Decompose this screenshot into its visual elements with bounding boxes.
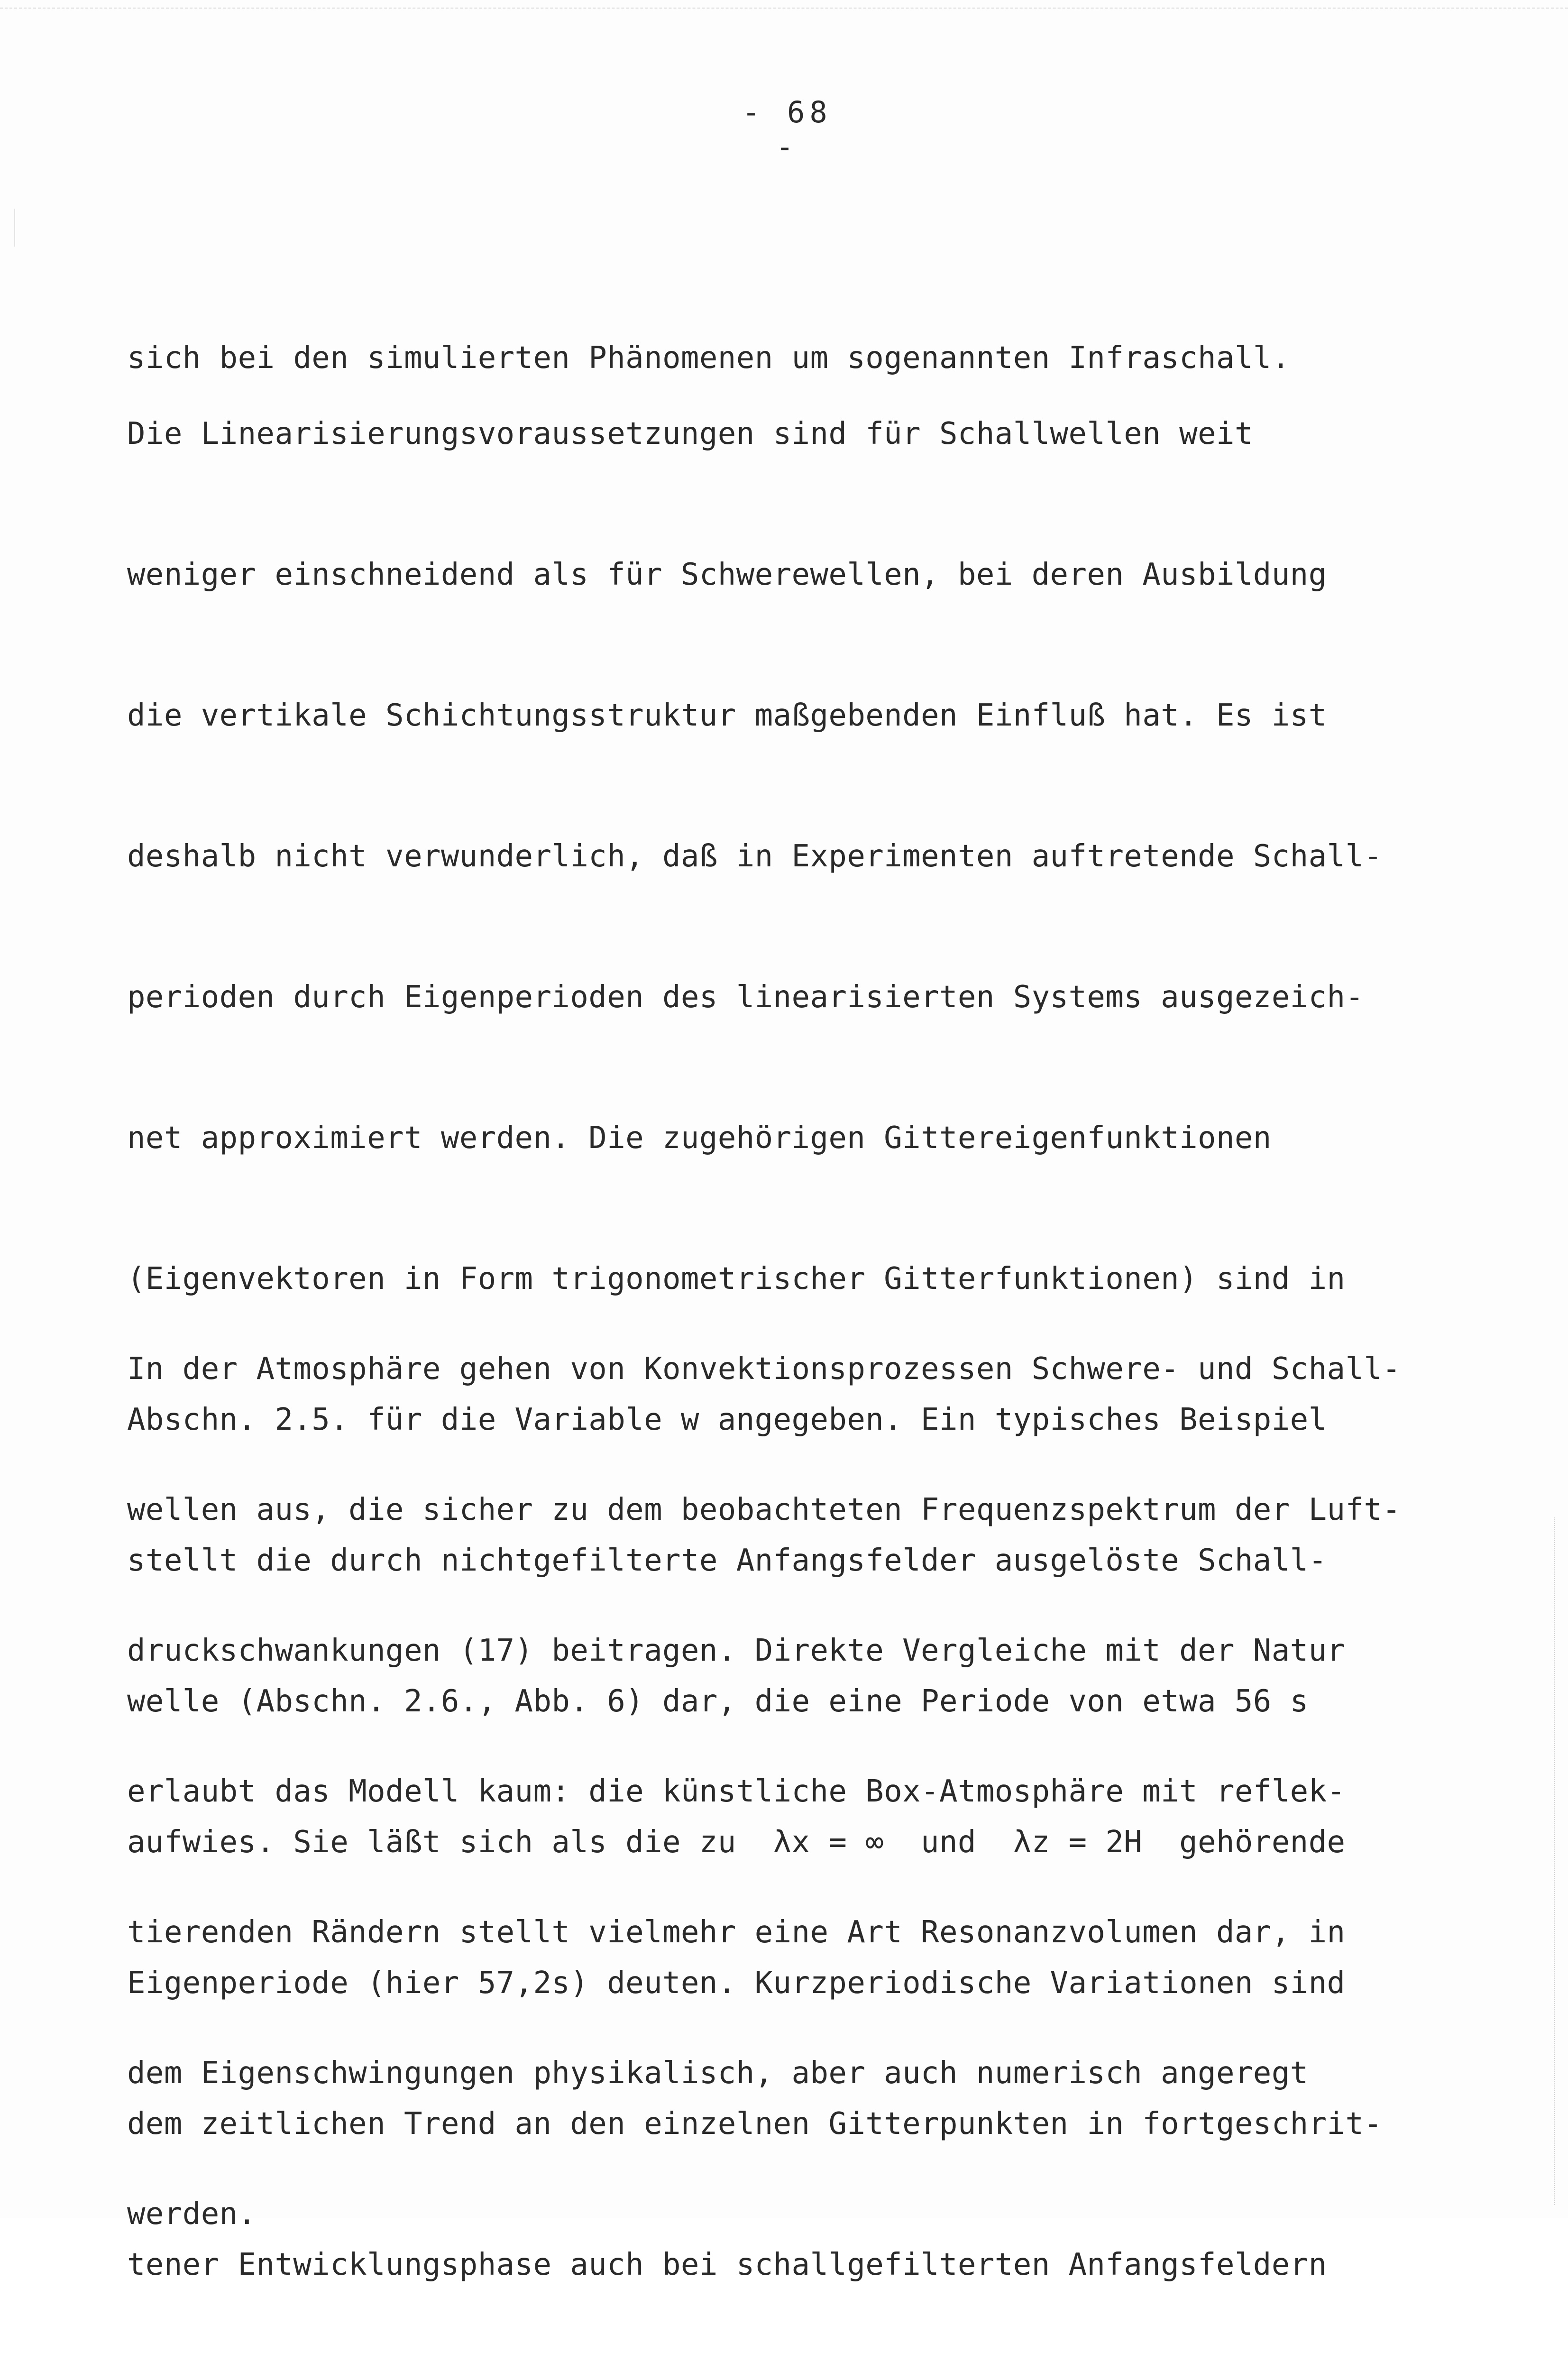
text-line: die vertikale Schichtungsstruktur maßgebenden Einfluß hat. Es ist bbox=[127, 698, 1327, 733]
text-line: Eigenperiode (hier 57,2s) deuten. Kurzperiodische Variationen sind bbox=[127, 1966, 1346, 2001]
text-line: In der Atmosphäre gehen von Konvektionsprozessen Schwere- und Schall- bbox=[127, 1351, 1401, 1387]
paragraph-3 bbox=[127, 1252, 1455, 2332]
text-line: Die Linearisierungsvoraussetzungen sind für Schallwellen weit bbox=[127, 416, 1253, 451]
scan-edge-top bbox=[0, 8, 1568, 9]
text-line: dem zeitlichen Trend an den einzelnen Gitterpunkten in fortgeschrit- bbox=[127, 2106, 1383, 2141]
text-line: stellt die durch nichtgefilterte Anfangsfelder ausgelöste Schall- bbox=[127, 1543, 1327, 1578]
text-line: sich bei den simulierten Phänomenen um sogenannten Infraschall. bbox=[127, 340, 1290, 376]
text-line: perioden durch Eigenperioden des linearisierten Systems ausgezeich- bbox=[127, 980, 1364, 1015]
text-line: deshalb nicht verwunderlich, daß in Experimenten auftretende Schall- bbox=[127, 839, 1383, 874]
text-line: weniger einschneidend als für Schwerewellen, bei deren Ausbildung bbox=[127, 557, 1327, 592]
text-line: dem Eigenschwingungen physikalisch, aber auch numerisch angeregt bbox=[127, 2056, 1309, 2091]
text-line: welle (Abschn. 2.6., Abb. 6) dar, die eine Periode von etwa 56 s bbox=[127, 1684, 1309, 1719]
text-line: (Eigenvektoren in Form trigonometrischer Gitterfunktionen) sind in bbox=[127, 1261, 1346, 1296]
text-line: erlaubt das Modell kaum: die künstliche Box-Atmosphäre mit reflek- bbox=[127, 1774, 1346, 1809]
text-line: druckschwankungen (17) beitragen. Direkte Vergleiche mit der Natur bbox=[127, 1633, 1346, 1668]
text-line: wellen aus, die sicher zu dem beobachteten Frequenzspektrum der Luft- bbox=[127, 1492, 1401, 1527]
text-line: werden. bbox=[127, 2196, 257, 2232]
text-line: tierenden Rändern stellt vielmehr eine Art Resonanzvolumen dar, in bbox=[127, 1915, 1346, 1950]
scan-edge-right bbox=[1554, 1517, 1555, 2205]
text-line: tener Entwicklungsphase auch bei schallgefilterten Anfangsfeldern bbox=[127, 2247, 1327, 2282]
text-line: net approximiert werden. Die zugehörigen Gittereigenfunktionen bbox=[127, 1121, 1272, 1156]
text-line: Abschn. 2.5. für die Variable w angegeben. Ein typisches Beispiel bbox=[127, 1402, 1327, 1437]
scan-edge-left bbox=[14, 209, 15, 247]
page-number: - 68 - bbox=[742, 95, 832, 164]
text-line: aufwies. Sie läßt sich als die zu λx = ∞ und λz = 2H gehörende bbox=[127, 1825, 1346, 1860]
